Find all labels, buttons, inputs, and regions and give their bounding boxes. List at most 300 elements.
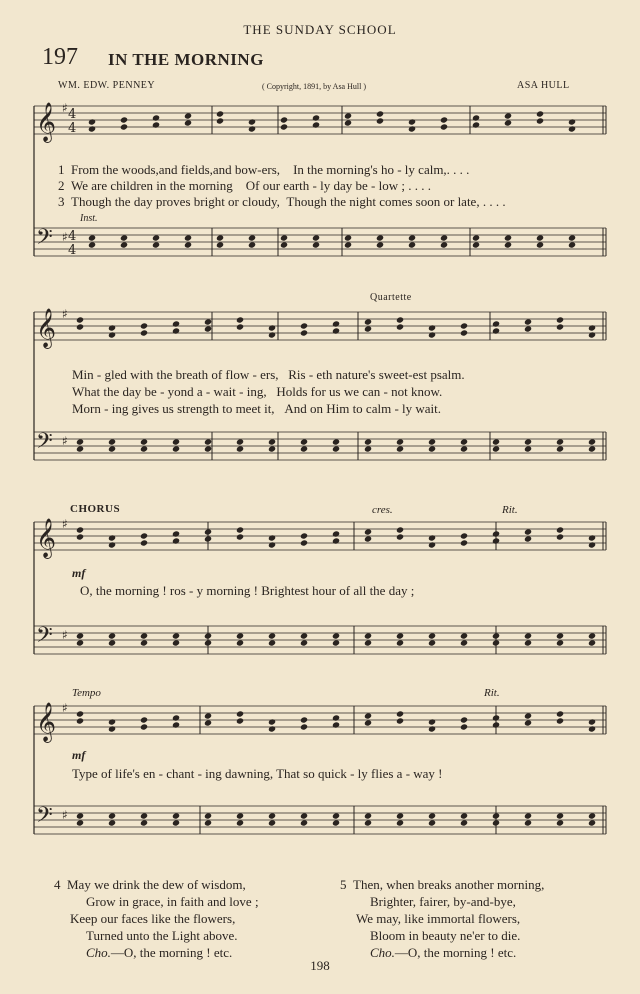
note-head: [236, 717, 244, 724]
note-head: [428, 819, 436, 826]
lyricist: WM. EDW. PENNEY: [58, 80, 156, 91]
note-head: [236, 710, 244, 717]
note-head: [152, 241, 160, 248]
note-head: [300, 445, 308, 452]
note-head: [172, 812, 180, 819]
note-head: [140, 329, 148, 336]
note-head: [76, 639, 84, 646]
note-head: [76, 526, 84, 533]
note-head: [280, 123, 288, 130]
note-head: [248, 118, 256, 125]
note-head: [556, 812, 564, 819]
note-head: [492, 438, 500, 445]
note-head: [524, 445, 532, 452]
note-head: [332, 819, 340, 826]
cres-marking: cres.: [372, 504, 393, 516]
note-head: [300, 438, 308, 445]
note-head: [172, 819, 180, 826]
note-head: [236, 323, 244, 330]
note-head: [472, 121, 480, 128]
tempo-marking: Tempo: [72, 687, 101, 699]
verse-line-3: 3 Though the day proves bright or cloudy, Though the night comes soon or late, . . . .: [58, 194, 506, 209]
sharp-icon: ♯: [62, 808, 68, 822]
note-head: [536, 110, 544, 117]
note-head: [184, 119, 192, 126]
note-head: [312, 234, 320, 241]
note-head: [300, 819, 308, 826]
note-head: [556, 323, 564, 330]
composer: ASA HULL: [517, 80, 570, 91]
note-head: [588, 445, 596, 452]
note-head: [524, 528, 532, 535]
note-head: [140, 438, 148, 445]
note-head: [140, 819, 148, 826]
note-head: [76, 533, 84, 540]
rit-marking-2: Rit.: [484, 687, 500, 699]
note-head: [120, 116, 128, 123]
note-head: [268, 331, 276, 338]
note-head: [172, 632, 180, 639]
note-head: [140, 322, 148, 329]
note-head: [524, 325, 532, 332]
note-head: [396, 533, 404, 540]
note-head: [332, 639, 340, 646]
note-head: [396, 632, 404, 639]
note-head: [428, 812, 436, 819]
note-head: [140, 716, 148, 723]
note-head: [536, 117, 544, 124]
time-sig-icon: 4: [68, 121, 77, 136]
verse-line-1: 1 From the woods,and fields,and bow-ers, In the morning's ho - ly calm,. . . .: [58, 162, 470, 177]
note-head: [76, 445, 84, 452]
note-head: [364, 438, 372, 445]
note-head: [504, 119, 512, 126]
note-head: [588, 331, 596, 338]
note-head: [364, 719, 372, 726]
sharp-icon: ♯: [62, 230, 68, 244]
note-head: [76, 323, 84, 330]
stanza-4-chorus: Cho.—O, the morning ! etc.: [86, 945, 233, 960]
note-head: [396, 710, 404, 717]
stanza-4-line-3: Keep our faces like the flowers,: [70, 911, 236, 926]
sharp-icon: ♯: [62, 517, 68, 531]
note-head: [376, 110, 384, 117]
note-head: [76, 710, 84, 717]
bass-clef-icon: 𝄢: [36, 623, 53, 653]
treble-clef-icon: 𝄞: [36, 308, 57, 348]
note-head: [300, 639, 308, 646]
note-head: [396, 717, 404, 724]
treble-clef-icon: 𝄞: [36, 702, 57, 742]
note-head: [172, 445, 180, 452]
note-head: [184, 234, 192, 241]
verse-line-2: 2 We are children in the morning Of our earth - ly day be - low ; . . . .: [58, 178, 431, 193]
note-head: [428, 541, 436, 548]
note-head: [504, 241, 512, 248]
note-head: [396, 526, 404, 533]
note-head: [524, 719, 532, 726]
note-head: [460, 445, 468, 452]
note-head: [300, 329, 308, 336]
quartette-marking: Quartette: [370, 292, 412, 303]
note-head: [280, 234, 288, 241]
stanza-4-line-4: Turned unto the Light above.: [86, 928, 238, 943]
note-head: [108, 639, 116, 646]
note-head: [268, 438, 276, 445]
inst-marking: Inst.: [80, 213, 98, 224]
note-head: [204, 712, 212, 719]
note-head: [344, 112, 352, 119]
note-head: [332, 721, 340, 728]
note-head: [152, 114, 160, 121]
mf-marking-1: mf: [72, 566, 86, 580]
note-head: [556, 710, 564, 717]
note-head: [300, 532, 308, 539]
note-head: [588, 725, 596, 732]
note-head: [376, 241, 384, 248]
note-head: [472, 234, 480, 241]
note-head: [268, 541, 276, 548]
note-head: [280, 241, 288, 248]
note-head: [396, 812, 404, 819]
note-head: [524, 318, 532, 325]
note-head: [524, 639, 532, 646]
note-head: [524, 438, 532, 445]
note-head: [492, 721, 500, 728]
note-head: [492, 327, 500, 334]
note-head: [364, 445, 372, 452]
note-head: [172, 714, 180, 721]
note-head: [428, 639, 436, 646]
hymn-title: IN THE MORNING: [108, 50, 264, 69]
note-head: [460, 438, 468, 445]
note-head: [588, 639, 596, 646]
note-head: [588, 632, 596, 639]
note-head: [216, 241, 224, 248]
note-head: [460, 532, 468, 539]
note-head: [428, 331, 436, 338]
chorus-label: CHORUS: [70, 503, 121, 515]
note-head: [460, 322, 468, 329]
note-head: [172, 639, 180, 646]
note-head: [108, 324, 116, 331]
note-head: [236, 812, 244, 819]
note-head: [108, 438, 116, 445]
note-head: [172, 438, 180, 445]
note-head: [524, 819, 532, 826]
note-head: [588, 718, 596, 725]
note-head: [268, 324, 276, 331]
note-head: [588, 438, 596, 445]
note-head: [236, 632, 244, 639]
sharp-icon: ♯: [62, 101, 68, 115]
note-head: [536, 234, 544, 241]
note-head: [440, 241, 448, 248]
note-head: [140, 532, 148, 539]
note-head: [396, 819, 404, 826]
note-head: [204, 318, 212, 325]
note-head: [184, 112, 192, 119]
note-head: [428, 632, 436, 639]
bass-clef-icon: 𝄢: [36, 225, 53, 255]
note-head: [460, 723, 468, 730]
note-head: [204, 438, 212, 445]
chorus-line-1: O, the morning ! ros - y morning ! Brightest hour of all the day ;: [80, 583, 415, 598]
note-head: [268, 632, 276, 639]
note-head: [88, 118, 96, 125]
note-head: [492, 537, 500, 544]
note-head: [556, 717, 564, 724]
note-head: [556, 438, 564, 445]
note-head: [216, 234, 224, 241]
note-head: [344, 241, 352, 248]
note-head: [536, 241, 544, 248]
note-head: [268, 819, 276, 826]
note-head: [492, 320, 500, 327]
note-head: [428, 534, 436, 541]
note-head: [172, 530, 180, 537]
treble-clef-icon: 𝄞: [36, 102, 57, 142]
note-head: [568, 125, 576, 132]
note-head: [364, 639, 372, 646]
note-head: [524, 812, 532, 819]
note-head: [396, 438, 404, 445]
note-head: [396, 639, 404, 646]
sharp-icon: ♯: [62, 701, 68, 715]
note-head: [204, 632, 212, 639]
note-head: [408, 241, 416, 248]
note-head: [588, 812, 596, 819]
chorus-line-2: Type of life's en - chant - ing dawning, That so quick - ly flies a - way !: [72, 766, 443, 781]
note-head: [140, 539, 148, 546]
note-head: [268, 534, 276, 541]
note-head: [364, 819, 372, 826]
note-head: [204, 719, 212, 726]
note-head: [344, 119, 352, 126]
note-head: [492, 530, 500, 537]
note-head: [172, 327, 180, 334]
note-head: [460, 632, 468, 639]
verse-line-5: What the day be - yond a - wait - ing, Holds for us we can - not know.: [72, 384, 443, 399]
note-head: [300, 322, 308, 329]
time-sig-icon: 4: [68, 107, 77, 122]
stanza-5-chorus: Cho.—O, the morning ! etc.: [370, 945, 517, 960]
note-head: [556, 632, 564, 639]
sharp-icon: ♯: [62, 434, 68, 448]
note-head: [300, 716, 308, 723]
note-head: [204, 528, 212, 535]
note-head: [268, 725, 276, 732]
note-head: [204, 325, 212, 332]
note-head: [332, 530, 340, 537]
note-head: [204, 819, 212, 826]
note-head: [364, 712, 372, 719]
note-head: [376, 117, 384, 124]
note-head: [440, 123, 448, 130]
time-sig-icon: 4: [68, 243, 77, 258]
note-head: [588, 534, 596, 541]
sharp-icon: ♯: [62, 628, 68, 642]
mf-marking-2: mf: [72, 748, 86, 762]
note-head: [140, 723, 148, 730]
note-head: [120, 123, 128, 130]
note-head: [108, 632, 116, 639]
note-head: [364, 325, 372, 332]
note-head: [300, 632, 308, 639]
note-head: [76, 438, 84, 445]
note-head: [556, 639, 564, 646]
note-head: [556, 819, 564, 826]
note-head: [492, 812, 500, 819]
time-sig-icon: 4: [68, 229, 77, 244]
stanza-5-line-4: Bloom in beauty ne'er to die.: [370, 928, 521, 943]
note-head: [568, 241, 576, 248]
note-head: [460, 329, 468, 336]
note-head: [364, 528, 372, 535]
note-head: [332, 438, 340, 445]
note-head: [204, 812, 212, 819]
note-head: [88, 241, 96, 248]
note-head: [140, 812, 148, 819]
note-head: [428, 438, 436, 445]
note-head: [588, 541, 596, 548]
note-head: [588, 819, 596, 826]
stanza-4-line-2: Grow in grace, in faith and love ;: [86, 894, 259, 909]
note-head: [248, 125, 256, 132]
note-head: [140, 445, 148, 452]
note-head: [204, 535, 212, 542]
note-head: [76, 812, 84, 819]
note-head: [524, 535, 532, 542]
note-head: [332, 445, 340, 452]
note-head: [120, 241, 128, 248]
note-head: [88, 125, 96, 132]
note-head: [76, 632, 84, 639]
note-head: [472, 241, 480, 248]
page-number: 198: [310, 958, 330, 973]
hymn-number: 197: [42, 44, 78, 70]
note-head: [312, 114, 320, 121]
note-head: [460, 819, 468, 826]
note-head: [152, 234, 160, 241]
note-head: [204, 445, 212, 452]
note-head: [268, 718, 276, 725]
note-head: [236, 438, 244, 445]
note-head: [428, 324, 436, 331]
note-head: [492, 632, 500, 639]
note-head: [216, 110, 224, 117]
note-head: [236, 445, 244, 452]
treble-clef-icon: 𝄞: [36, 518, 57, 558]
note-head: [332, 812, 340, 819]
note-head: [108, 331, 116, 338]
note-head: [140, 639, 148, 646]
note-head: [504, 112, 512, 119]
note-head: [344, 234, 352, 241]
note-head: [300, 723, 308, 730]
note-head: [556, 533, 564, 540]
note-head: [108, 541, 116, 548]
note-head: [204, 639, 212, 646]
note-head: [236, 533, 244, 540]
note-head: [172, 320, 180, 327]
note-head: [492, 714, 500, 721]
copyright-notice: ( Copyright, 1891, by Asa Hull ): [262, 82, 366, 91]
note-head: [152, 121, 160, 128]
note-head: [184, 241, 192, 248]
note-head: [268, 445, 276, 452]
note-head: [472, 114, 480, 121]
note-head: [460, 812, 468, 819]
running-title: THE SUNDAY SCHOOL: [243, 22, 397, 37]
note-head: [108, 534, 116, 541]
note-head: [588, 324, 596, 331]
stanza-5-line-2: Brighter, fairer, by-and-bye,: [370, 894, 516, 909]
note-head: [524, 712, 532, 719]
note-head: [408, 118, 416, 125]
note-head: [300, 812, 308, 819]
note-head: [332, 537, 340, 544]
note-head: [248, 234, 256, 241]
verse-line-6: Morn - ing gives us strength to meet it, And on Him to calm - ly wait.: [72, 401, 442, 416]
note-head: [524, 632, 532, 639]
note-head: [268, 639, 276, 646]
note-head: [460, 716, 468, 723]
note-head: [236, 526, 244, 533]
note-head: [268, 812, 276, 819]
note-head: [408, 125, 416, 132]
note-head: [312, 241, 320, 248]
verse-line-4: Min - gled with the breath of flow - ers, Ris - eth nature's sweet-est psalm.: [72, 367, 465, 382]
note-head: [568, 118, 576, 125]
note-head: [108, 718, 116, 725]
note-head: [556, 316, 564, 323]
note-head: [556, 445, 564, 452]
stanza-4-line-1: 4 May we drink the dew of wisdom,: [54, 877, 246, 892]
note-head: [236, 639, 244, 646]
note-head: [300, 539, 308, 546]
note-head: [428, 445, 436, 452]
note-head: [76, 819, 84, 826]
note-head: [396, 445, 404, 452]
note-head: [280, 116, 288, 123]
note-head: [172, 537, 180, 544]
note-head: [108, 445, 116, 452]
note-head: [76, 717, 84, 724]
sharp-icon: ♯: [62, 307, 68, 321]
note-head: [492, 445, 500, 452]
note-head: [312, 121, 320, 128]
note-head: [364, 632, 372, 639]
note-head: [108, 819, 116, 826]
note-head: [332, 714, 340, 721]
note-head: [504, 234, 512, 241]
note-head: [568, 234, 576, 241]
bass-clef-icon: 𝄢: [36, 803, 53, 833]
note-head: [364, 318, 372, 325]
bass-clef-icon: 𝄢: [36, 429, 53, 459]
note-head: [172, 721, 180, 728]
note-head: [492, 819, 500, 826]
stanza-5-line-3: We may, like immortal flowers,: [356, 911, 521, 926]
note-head: [120, 234, 128, 241]
note-head: [108, 725, 116, 732]
note-head: [76, 316, 84, 323]
note-head: [140, 632, 148, 639]
note-head: [236, 819, 244, 826]
note-head: [460, 639, 468, 646]
note-head: [428, 725, 436, 732]
